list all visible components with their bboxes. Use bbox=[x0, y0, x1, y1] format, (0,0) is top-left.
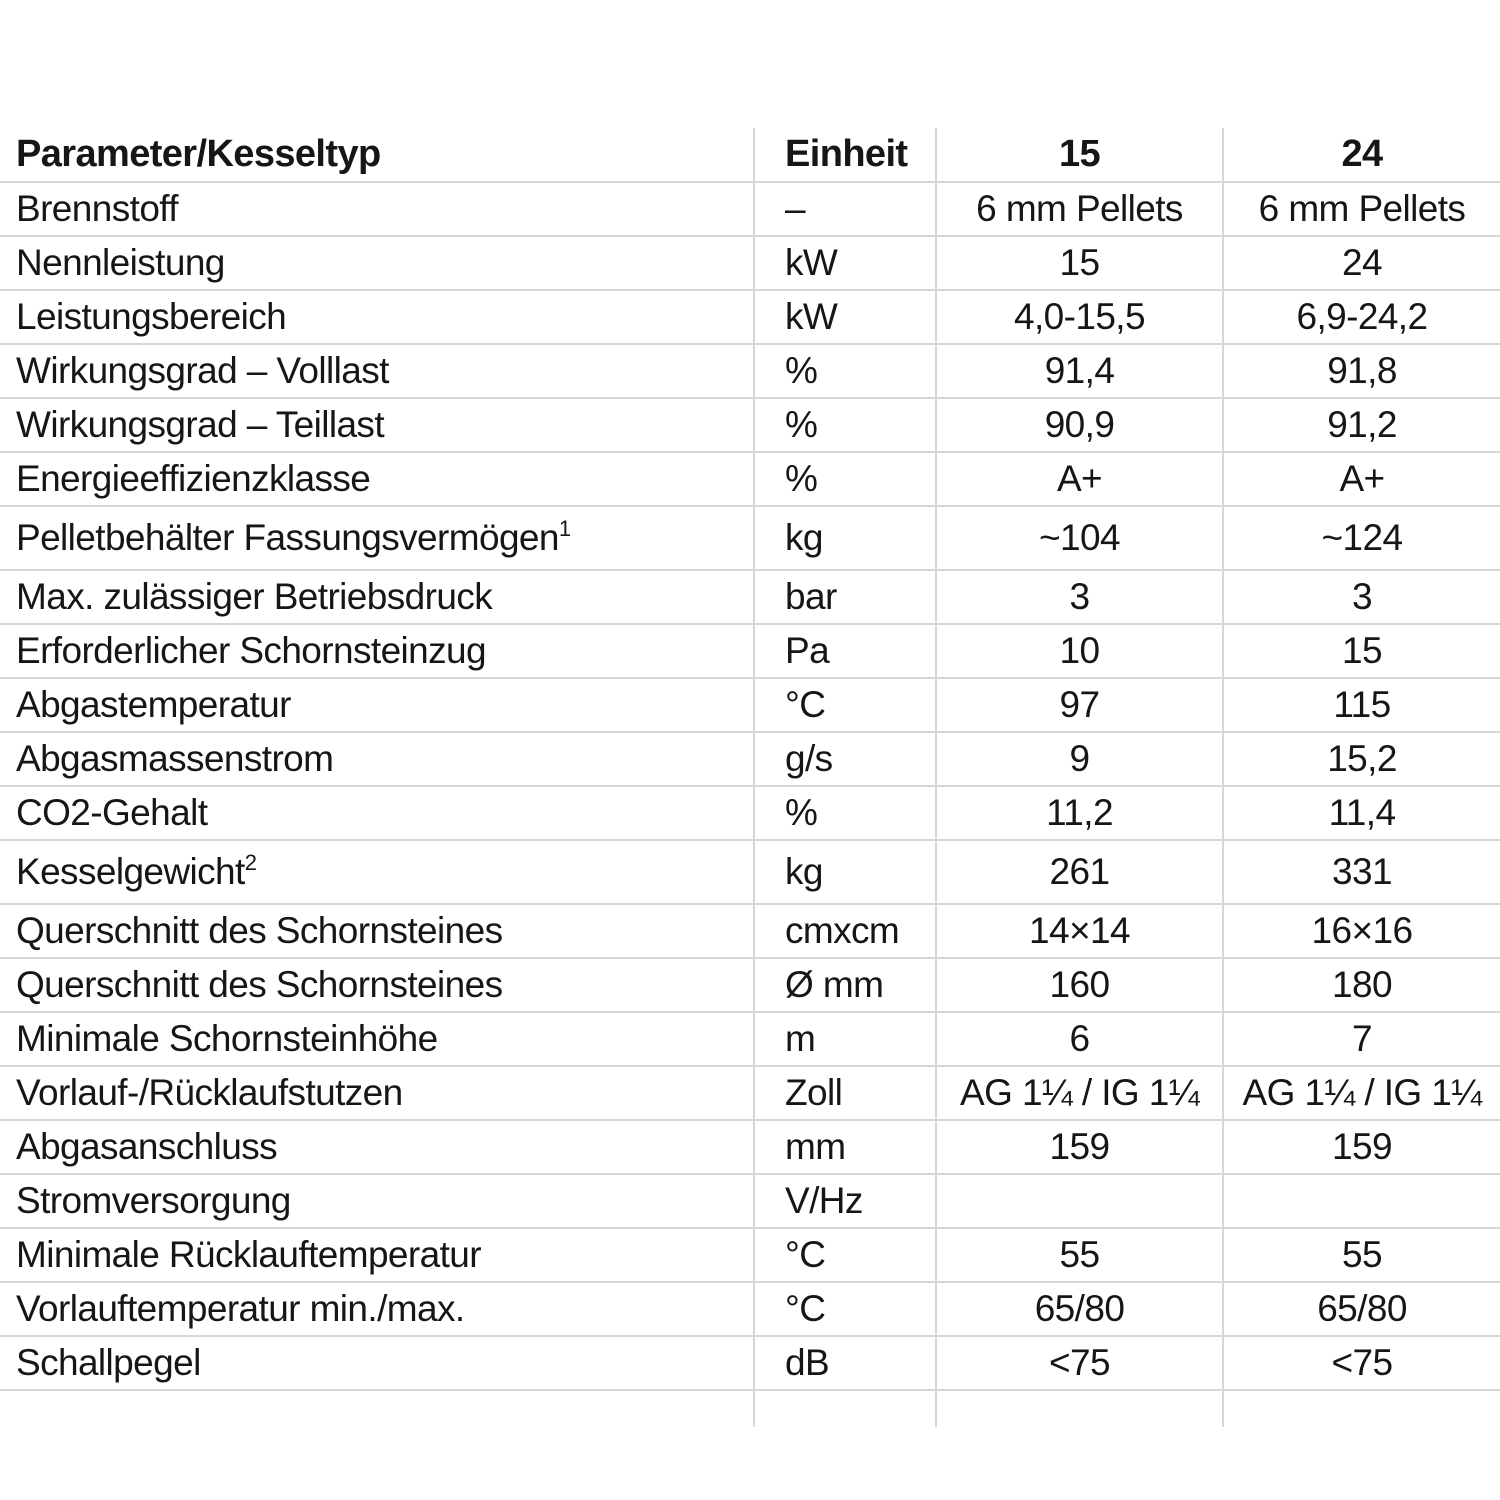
value-cell-model-15: 261 bbox=[936, 840, 1223, 904]
parameter-label-cell bbox=[0, 786, 754, 840]
spec-table-body bbox=[0, 182, 1500, 1390]
parameter-label-cell bbox=[0, 1228, 754, 1282]
unit-cell: cmxcm bbox=[754, 904, 936, 958]
parameter-label-cell bbox=[0, 1174, 754, 1228]
value-cell-model-15: 97 bbox=[936, 678, 1223, 732]
parameter-label: Wirkungsgrad – Volllast bbox=[16, 350, 389, 391]
value-cell-model-24 bbox=[1223, 1174, 1500, 1228]
table-row bbox=[0, 398, 1500, 452]
table-row bbox=[0, 904, 1500, 958]
value-cell-model-15: 91,4 bbox=[936, 344, 1223, 398]
table-row bbox=[0, 236, 1500, 290]
value-cell-model-15: 55 bbox=[936, 1228, 1223, 1282]
parameter-label: Abgastemperatur bbox=[16, 684, 291, 725]
value-cell-model-15: <75 bbox=[936, 1336, 1223, 1390]
empty-stub-row bbox=[0, 1390, 1500, 1427]
unit-cell: Pa bbox=[754, 624, 936, 678]
parameter-label: Pelletbehälter Fassungsvermögen bbox=[16, 517, 559, 558]
stub-cell-v15 bbox=[936, 1390, 1223, 1427]
parameter-label: Brennstoff bbox=[16, 188, 178, 229]
parameter-label-cell bbox=[0, 678, 754, 732]
value-cell-model-15: 6 bbox=[936, 1012, 1223, 1066]
unit-cell: bar bbox=[754, 570, 936, 624]
stub-cell-param bbox=[0, 1390, 754, 1427]
table-row bbox=[0, 1228, 1500, 1282]
value-cell-model-24: AG 1¼ / IG 1¼ bbox=[1223, 1066, 1500, 1120]
unit-cell: % bbox=[754, 452, 936, 506]
unit-cell: V/Hz bbox=[754, 1174, 936, 1228]
stub-cell-v24 bbox=[1223, 1390, 1500, 1427]
stub-cell-unit bbox=[754, 1390, 936, 1427]
boiler-spec-table bbox=[0, 128, 1500, 1427]
parameter-label-cell bbox=[0, 1336, 754, 1390]
parameter-label-cell bbox=[0, 1066, 754, 1120]
value-cell-model-24: 55 bbox=[1223, 1228, 1500, 1282]
value-cell-model-15: ~104 bbox=[936, 506, 1223, 570]
value-cell-model-24: 91,8 bbox=[1223, 344, 1500, 398]
parameter-label: Max. zulässiger Betriebsdruck bbox=[16, 576, 493, 617]
value-cell-model-15: 6 mm Pellets bbox=[936, 182, 1223, 236]
value-cell-model-24: A+ bbox=[1223, 452, 1500, 506]
parameter-label-cell bbox=[0, 1282, 754, 1336]
value-cell-model-24: 159 bbox=[1223, 1120, 1500, 1174]
value-cell-model-15: 11,2 bbox=[936, 786, 1223, 840]
value-cell-model-24: 6,9-24,2 bbox=[1223, 290, 1500, 344]
unit-cell: kW bbox=[754, 290, 936, 344]
header-model-15: 15 bbox=[936, 128, 1223, 182]
value-cell-model-15: A+ bbox=[936, 452, 1223, 506]
parameter-label: Querschnitt des Schornsteines bbox=[16, 910, 503, 951]
parameter-label-cell bbox=[0, 904, 754, 958]
parameter-label-cell bbox=[0, 1120, 754, 1174]
parameter-label-cell bbox=[0, 398, 754, 452]
footnote-superscript: 1 bbox=[558, 516, 572, 541]
value-cell-model-15: 3 bbox=[936, 570, 1223, 624]
parameter-label-cell bbox=[0, 236, 754, 290]
parameter-label: Energieeffizienzklasse bbox=[16, 458, 371, 499]
parameter-label: Vorlauftemperatur min./max. bbox=[16, 1288, 465, 1329]
unit-cell: kW bbox=[754, 236, 936, 290]
unit-cell: g/s bbox=[754, 732, 936, 786]
value-cell-model-15 bbox=[936, 1174, 1223, 1228]
parameter-label-cell bbox=[0, 624, 754, 678]
value-cell-model-15: 15 bbox=[936, 236, 1223, 290]
unit-cell: % bbox=[754, 344, 936, 398]
value-cell-model-24: 115 bbox=[1223, 678, 1500, 732]
parameter-label: Minimale Rücklauftemperatur bbox=[16, 1234, 481, 1275]
value-cell-model-15: 90,9 bbox=[936, 398, 1223, 452]
parameter-label-cell bbox=[0, 452, 754, 506]
value-cell-model-15: 160 bbox=[936, 958, 1223, 1012]
table-row bbox=[0, 1120, 1500, 1174]
parameter-label-cell bbox=[0, 732, 754, 786]
table-row bbox=[0, 1012, 1500, 1066]
value-cell-model-15: 9 bbox=[936, 732, 1223, 786]
header-model-24: 24 bbox=[1223, 128, 1500, 182]
parameter-label: Wirkungsgrad – Teillast bbox=[16, 404, 385, 445]
table-row bbox=[0, 1336, 1500, 1390]
unit-cell: – bbox=[754, 182, 936, 236]
parameter-label: Abgasanschluss bbox=[16, 1126, 278, 1167]
table-row bbox=[0, 840, 1500, 904]
parameter-label: Kesselgewicht bbox=[16, 851, 245, 892]
value-cell-model-24: 15 bbox=[1223, 624, 1500, 678]
value-cell-model-15: 4,0-15,5 bbox=[936, 290, 1223, 344]
table-row bbox=[0, 786, 1500, 840]
value-cell-model-24: 11,4 bbox=[1223, 786, 1500, 840]
parameter-label: Leistungsbereich bbox=[16, 296, 287, 337]
unit-cell: kg bbox=[754, 840, 936, 904]
unit-cell: dB bbox=[754, 1336, 936, 1390]
table-row bbox=[0, 624, 1500, 678]
table-row bbox=[0, 290, 1500, 344]
parameter-label-cell bbox=[0, 506, 754, 570]
parameter-label-cell bbox=[0, 1012, 754, 1066]
header-parameter: Parameter/Kesseltyp bbox=[0, 128, 754, 182]
value-cell-model-24: 3 bbox=[1223, 570, 1500, 624]
parameter-label-cell bbox=[0, 570, 754, 624]
table-row bbox=[0, 506, 1500, 570]
parameter-label: Minimale Schornsteinhöhe bbox=[16, 1018, 438, 1059]
footnote-superscript: 2 bbox=[244, 850, 257, 875]
table-row bbox=[0, 182, 1500, 236]
parameter-label: Querschnitt des Schornsteines bbox=[16, 964, 503, 1005]
parameter-label-cell bbox=[0, 840, 754, 904]
table-row bbox=[0, 1174, 1500, 1228]
unit-cell: m bbox=[754, 1012, 936, 1066]
parameter-label: Schallpegel bbox=[16, 1342, 201, 1383]
unit-cell: °C bbox=[754, 1282, 936, 1336]
table-row bbox=[0, 1282, 1500, 1336]
value-cell-model-15: 14×14 bbox=[936, 904, 1223, 958]
value-cell-model-24: 7 bbox=[1223, 1012, 1500, 1066]
value-cell-model-15: AG 1¼ / IG 1¼ bbox=[936, 1066, 1223, 1120]
unit-cell: kg bbox=[754, 506, 936, 570]
unit-cell: °C bbox=[754, 1228, 936, 1282]
value-cell-model-24: 91,2 bbox=[1223, 398, 1500, 452]
unit-cell: % bbox=[754, 398, 936, 452]
value-cell-model-24: ~124 bbox=[1223, 506, 1500, 570]
unit-cell: mm bbox=[754, 1120, 936, 1174]
value-cell-model-24: 15,2 bbox=[1223, 732, 1500, 786]
header-unit: Einheit bbox=[754, 128, 936, 182]
parameter-label: Stromversorgung bbox=[16, 1180, 291, 1221]
value-cell-model-15: 10 bbox=[936, 624, 1223, 678]
unit-cell: Zoll bbox=[754, 1066, 936, 1120]
table-row bbox=[0, 452, 1500, 506]
spec-table-header bbox=[0, 128, 1500, 182]
value-cell-model-15: 65/80 bbox=[936, 1282, 1223, 1336]
header-row bbox=[0, 128, 1500, 182]
parameter-label-cell bbox=[0, 344, 754, 398]
parameter-label-cell bbox=[0, 182, 754, 236]
parameter-label-cell bbox=[0, 290, 754, 344]
table-row bbox=[0, 344, 1500, 398]
unit-cell: °C bbox=[754, 678, 936, 732]
unit-cell: Ø mm bbox=[754, 958, 936, 1012]
table-row bbox=[0, 732, 1500, 786]
table-row bbox=[0, 678, 1500, 732]
value-cell-model-24: 24 bbox=[1223, 236, 1500, 290]
value-cell-model-24: 180 bbox=[1223, 958, 1500, 1012]
parameter-label: Abgasmassenstrom bbox=[16, 738, 334, 779]
value-cell-model-24: <75 bbox=[1223, 1336, 1500, 1390]
value-cell-model-24: 331 bbox=[1223, 840, 1500, 904]
unit-cell: % bbox=[754, 786, 936, 840]
value-cell-model-24: 65/80 bbox=[1223, 1282, 1500, 1336]
parameter-label: Vorlauf-/Rücklaufstutzen bbox=[16, 1072, 403, 1113]
parameter-label: CO2-Gehalt bbox=[16, 792, 208, 833]
table-row bbox=[0, 1066, 1500, 1120]
value-cell-model-15: 159 bbox=[936, 1120, 1223, 1174]
parameter-label: Erforderlicher Schornsteinzug bbox=[16, 630, 486, 671]
value-cell-model-24: 16×16 bbox=[1223, 904, 1500, 958]
spec-table-footer bbox=[0, 1390, 1500, 1427]
parameter-label-cell bbox=[0, 958, 754, 1012]
table-row bbox=[0, 570, 1500, 624]
value-cell-model-24: 6 mm Pellets bbox=[1223, 182, 1500, 236]
parameter-label: Nennleistung bbox=[16, 242, 225, 283]
table-row bbox=[0, 958, 1500, 1012]
